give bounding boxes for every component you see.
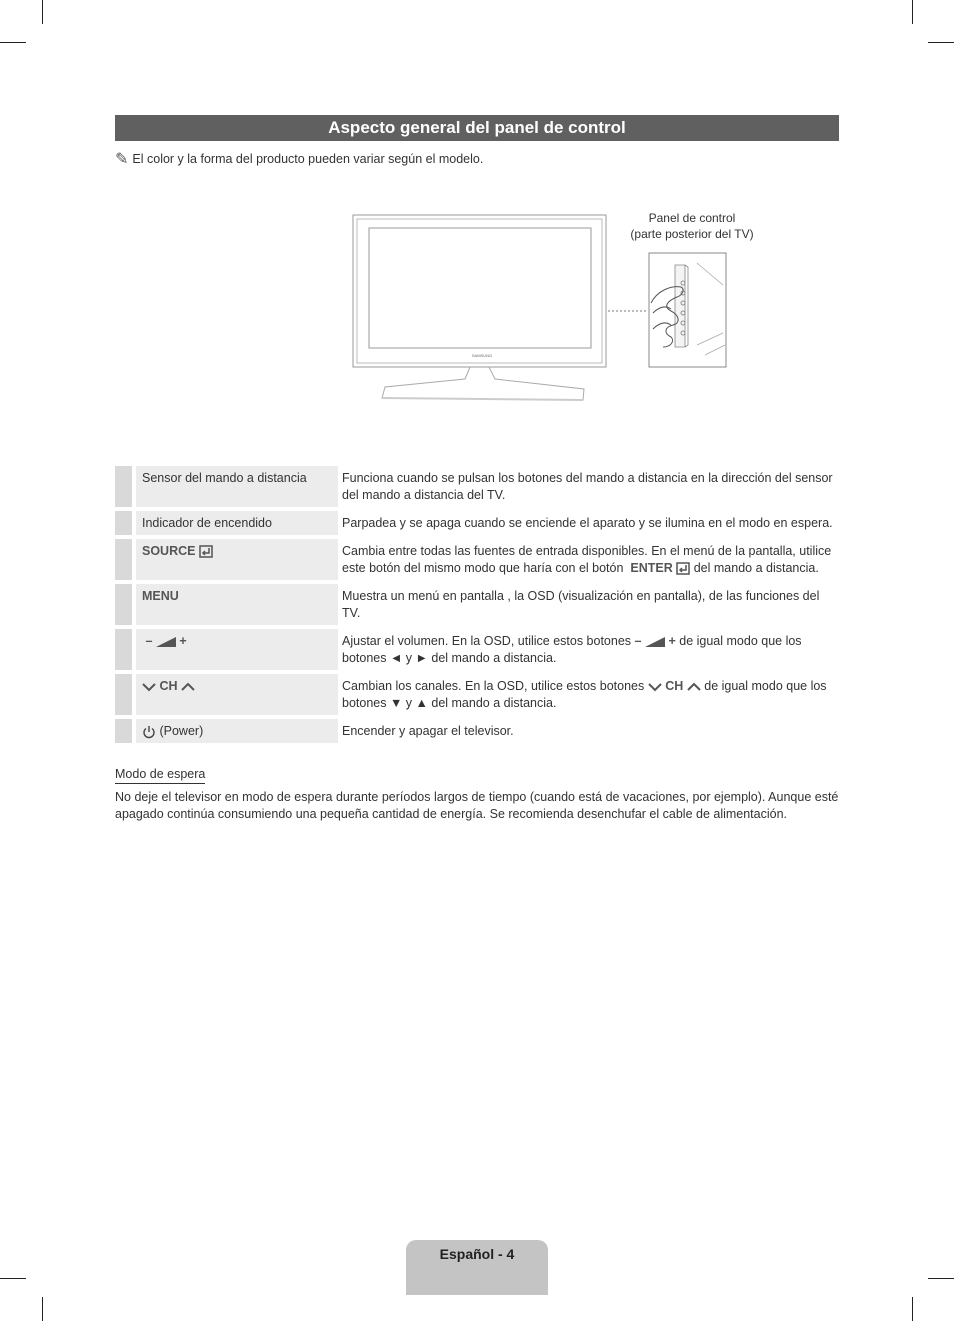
row-marker [115, 584, 132, 625]
tv-bezel [357, 219, 602, 363]
ch-label: CH [159, 679, 178, 693]
pencil-icon: ✎ [115, 151, 129, 168]
chevron-up-icon [181, 682, 195, 692]
row-marker [115, 674, 132, 715]
control-desc [338, 674, 839, 715]
control-desc: Encender y apagar el televisor. [342, 724, 514, 738]
source-enter-icon [199, 545, 213, 558]
control-name: Sensor del mando a distancia [132, 466, 338, 507]
volume-icon [156, 637, 176, 647]
tv-frame [353, 215, 606, 367]
desc-part: Ajustar el volumen. En la OSD, utilice estos botones [342, 634, 632, 648]
tv-stand-base [382, 398, 583, 400]
volume-plus: + [668, 634, 676, 648]
crop-mark [0, 1278, 26, 1279]
table-row [115, 539, 839, 580]
desc-part: Cambian los canales. En la OSD, utilice estos botones [342, 679, 645, 693]
volume-plus: + [179, 634, 187, 648]
desc-part: Cambia entre todas las fuentes de entrada disponibles. En el menú de la pantalla, utilice este botón del mismo modo que haría con el botón [342, 544, 832, 575]
crop-mark [0, 42, 26, 43]
control-desc [338, 539, 839, 580]
enter-icon [676, 562, 690, 575]
tv-stand [382, 367, 584, 400]
control-desc: Muestra un menú en pantalla , la OSD (visualización en pantalla), de las funciones del TV. [342, 589, 820, 620]
note [115, 149, 483, 169]
panel-label-line2: (parte posterior del TV) [630, 227, 754, 241]
desc-part: de igual modo que los botones ◄ y ► del mando a distancia. [342, 634, 802, 665]
table-row [115, 674, 839, 715]
control-desc: Funciona cuando se pulsan los botones del mando a distancia en la dirección del sensor del mando a distancia del TV. [342, 471, 833, 502]
control-name [132, 539, 338, 580]
volume-minus: – [634, 634, 642, 648]
standby-text: No deje el televisor en modo de espera durante períodos largos de tiempo (cuando está de vacaciones, por ejemplo). Aunque esté apagado continúa consumiendo una pequeña cantidad de energía. Se recomienda desenchufar el cable de alimentación. [115, 790, 839, 821]
row-marker [115, 629, 132, 670]
tv-brand: SAMSUNG [471, 353, 493, 358]
power-label: (Power) [159, 724, 204, 738]
crop-mark [912, 0, 913, 24]
power-icon [142, 725, 156, 739]
chevron-down-icon [648, 682, 662, 692]
source-label: SOURCE [142, 544, 196, 558]
control-name: MENU [132, 584, 338, 625]
crop-mark [928, 1278, 954, 1279]
control-name: Indicador de encendido [132, 511, 338, 535]
tv-screen [369, 228, 591, 348]
controls-table [115, 462, 839, 747]
page-number-tab [406, 1240, 548, 1295]
desc-part: del mando a distancia. [693, 561, 819, 575]
control-name [132, 719, 338, 743]
chevron-down-icon [142, 682, 156, 692]
control-desc [338, 629, 839, 670]
page-label: Español - 4 [439, 1246, 515, 1262]
table-row [115, 584, 839, 625]
volume-icon [645, 637, 665, 647]
crop-mark [928, 42, 954, 43]
control-desc: Parpadea y se apaga cuando se enciende el aparato y se ilumina en el modo en espera. [342, 516, 833, 530]
section-title: Aspecto general del panel de control [115, 115, 839, 141]
table-row [115, 511, 839, 535]
panel-label-line1: Panel de control [648, 211, 736, 225]
table-row [115, 629, 839, 670]
desc-part: de igual modo que los botones ▼ y ▲ del mando a distancia. [342, 679, 827, 710]
note-text: El color y la forma del producto pueden variar según el modelo. [132, 152, 484, 166]
standby-title: Modo de espera [115, 767, 205, 784]
crop-mark [42, 0, 43, 24]
crop-mark [42, 1297, 43, 1321]
table-row [115, 466, 839, 507]
ch-label: CH [665, 679, 684, 693]
row-marker [115, 466, 132, 507]
control-name [132, 674, 338, 715]
volume-minus: – [145, 634, 153, 648]
control-name [132, 629, 338, 670]
chevron-up-icon [687, 682, 701, 692]
panel-label [620, 210, 764, 242]
table-row [115, 719, 839, 743]
row-marker [115, 719, 132, 743]
row-marker [115, 539, 132, 580]
crop-mark [912, 1297, 913, 1321]
enter-label: ENTER [630, 561, 673, 575]
row-marker [115, 511, 132, 535]
